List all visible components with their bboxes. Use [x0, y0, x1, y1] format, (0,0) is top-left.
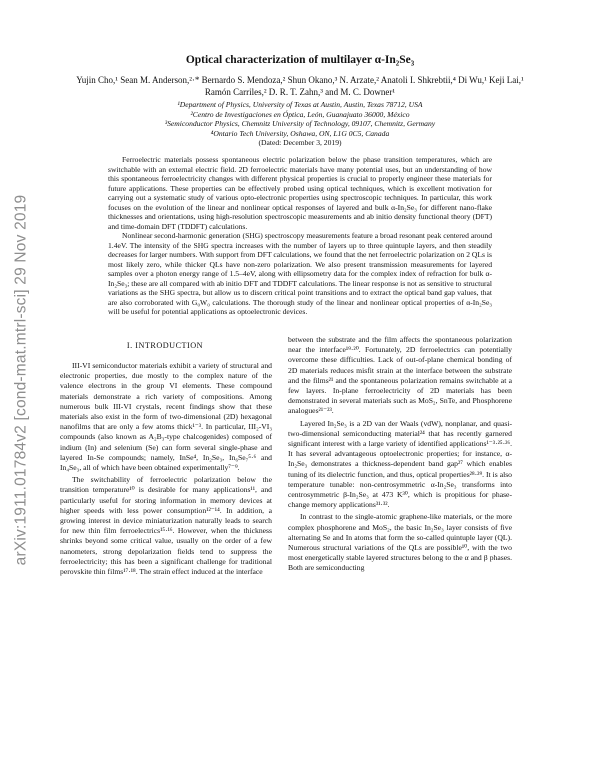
affiliation-2: ²Centro de Investigaciones en Óptica, León, Guanajuato 36000, México	[190, 109, 410, 119]
arxiv-stamp	[6, 120, 36, 640]
abstract-paragraph-1: Ferroelectric materials possess spontaneous electric polarization below the phase transition temperatures, which are switchable with an external electric field. 2D ferroelectric materials have many potential uses, but an understanding of how this spontaneous ferroelectricity changes with different physical properties is crucial to properly engineer these materials for future applications. These properties can be effectively probed using optical techniques, which is excellent motivation for carrying out a systematic study of various opto-electronic properties using spectroscopic techniques. In particular, this work focuses on the evolution of the linear and nonlinear optical responses of layered and bulk α-In₂Se₃ for different nano-flake thicknesses and orientations, using high-resolution spectroscopic measurements and ab initio density functional theory (DFT) and time-domain DFT (TDDFT) calculations.	[108, 155, 492, 231]
body-paragraph: Layered In₂Se₃ is a 2D van der Waals (vdW), nonplanar, and quasi-two-dimensional semiconducting material²⁴ that has recently garnered significant interest with a large variety of identified applications¹⁻³·²⁵·²⁶. It has several advantageous optoelectronic properties; for instance, α-In₂Se₃ demonstrates a thickness-dependent band gap²⁷ which enables tuning of its dielectric function, and thus, optical properties²⁸·²⁹. It is also temperature tunable: non-centrosymmetric α-In₂Se₃ transforms into centrosymmetric β-In₂Se₃ at 473 K³⁰, which is propitious for phase-change memory applications³¹·³².	[288, 418, 512, 510]
affiliations	[60, 100, 540, 148]
paper-title: Optical characterization of multilayer α-In₂Se₃	[185, 54, 415, 66]
body-paragraph: III-VI semiconductor materials exhibit a variety of structural and electronic properties, due mostly to the complex nature of the valence electrons in the group VI elements. These compound materials demonstrate a rich variety of compositions. Among numerous bulk III-VI crystals, recent findings show that these materials also exist in the form of two-dimensional (2D) hexagonal nanofilms that are only a few atoms thick¹⁻³. In particular, III₂-VI₃ compounds (also known as A₂B₃-type chalcogenides) composed of indium (In) and selenium (Se) can form several single-phase and layered In-Se compounds; namely, InSe⁴, In₂Se₃, In₆Se₇⁵·⁶ and In₄Se₃, all of which have been obtained experimentally⁷⁻⁹.	[60, 361, 272, 473]
abstract	[108, 155, 492, 317]
body-paragraph: The switchability of ferroelectric polarization below the transition temperature¹⁰ is desirable for many applications¹¹, and particularly useful for storing information in memory devices at higher speeds with less power consumption¹²⁻¹⁴. In addition, a growing interest in device miniaturization naturally leads to search for new thin film ferroelectrics¹⁵·¹⁶. However, when the thickness shrinks beyond some critical value, usually on the order of a few nanometers, strong depolarization fields tend to suppress the ferroelectricity; this has been a significant challenge for traditional perovskite thin films¹⁷·¹⁸. The strain effect induced at the interface	[60, 475, 272, 577]
affiliation-3: ³Semiconductor Physics, Chemnitz University of Technology, 09107, Chemnitz, Germany	[164, 119, 436, 129]
body-paragraph: between the substrate and the film affects the spontaneous polarization near the interface¹⁹·²⁰. Fortunately, 2D ferroelectrics can potentially overcome these difficulties. Lack of out-of-plane chemical bonding of 2D materials reduces misfit strain at the interface between the substrate and the films²¹ and the spontaneous polarization remains switchable at a few layers. In-plane ferroelectricity of 2D materials has been demonstrated in several materials such as MoS₂, SnTe, and Phosphorene analogues²¹⁻²³.	[288, 335, 512, 416]
section-heading-introduction: I. INTRODUCTION	[126, 341, 204, 350]
affiliation-4: ⁴Ontario Tech University, Oshawa, ON, L1G 0C5, Canada	[210, 128, 390, 138]
body-paragraph: In contrast to the single-atomic graphene-like materials, or the more complex phosphorene and MoS₂, the basic In₂Se₃ layer consists of five alternating Se and In atoms that form the so-called quintuple layer (QL). Numerous structural variations of the QLs are possible¹⁰, with the two most energetically stable layered structures belong to the α and β phases. Both are semiconducting	[288, 512, 512, 573]
right-column	[288, 335, 512, 576]
affiliation-1: ¹Department of Physics, University of Texas at Austin, Austin, Texas 78712, USA	[177, 100, 423, 109]
arxiv-identifier: arXiv:1911.01784v2 [cond-mat.mtrl-sci] 29 Nov 2019	[12, 194, 30, 566]
dated-line: (Dated: December 3, 2019)	[258, 138, 342, 148]
left-column	[60, 361, 272, 579]
abstract-paragraph-2: Nonlinear second-harmonic generation (SHG) spectroscopy measurements feature a broad resonant peak centered around 1.4eV. The intensity of the SHG spectra increases with the number of layers up to three quintuple layers, and then steadily decreases for larger numbers. With support from DFT calculations, we found that the net ferroelectric polarization on 2 QLs is most likely zero, while thicker QLs have non-zero polarization. We also present transmission measurements for layered samples over a photon energy range of 1.5–4eV, along with ellipsometry data for the complex index of refraction for bulk α-In₂Se₃; these are all compared with ab initio DFT and TDDFT calculations. The linear response is not as sensitive to structural variations as the SHG spectra, but allow us to discern critical point transitions and to extract the optical band gap values, that are also corroborated with G₀W₀ calculations. The thorough study of the linear and nonlinear optical properties of α-In₂Se₃ will be useful for potential applications as optoelectronic devices.	[108, 231, 492, 316]
author-list: Yujin Cho,¹ Sean M. Anderson,²·* Bernardo S. Mendoza,² Shun Okano,³ N. Arzate,² Anatoli I. Shkrebtii,⁴ Di Wu,¹ Keji Lai,¹ Ramón Carriles,² D. R. T. Zahn,³ and M. C. Downer¹	[76, 75, 524, 97]
